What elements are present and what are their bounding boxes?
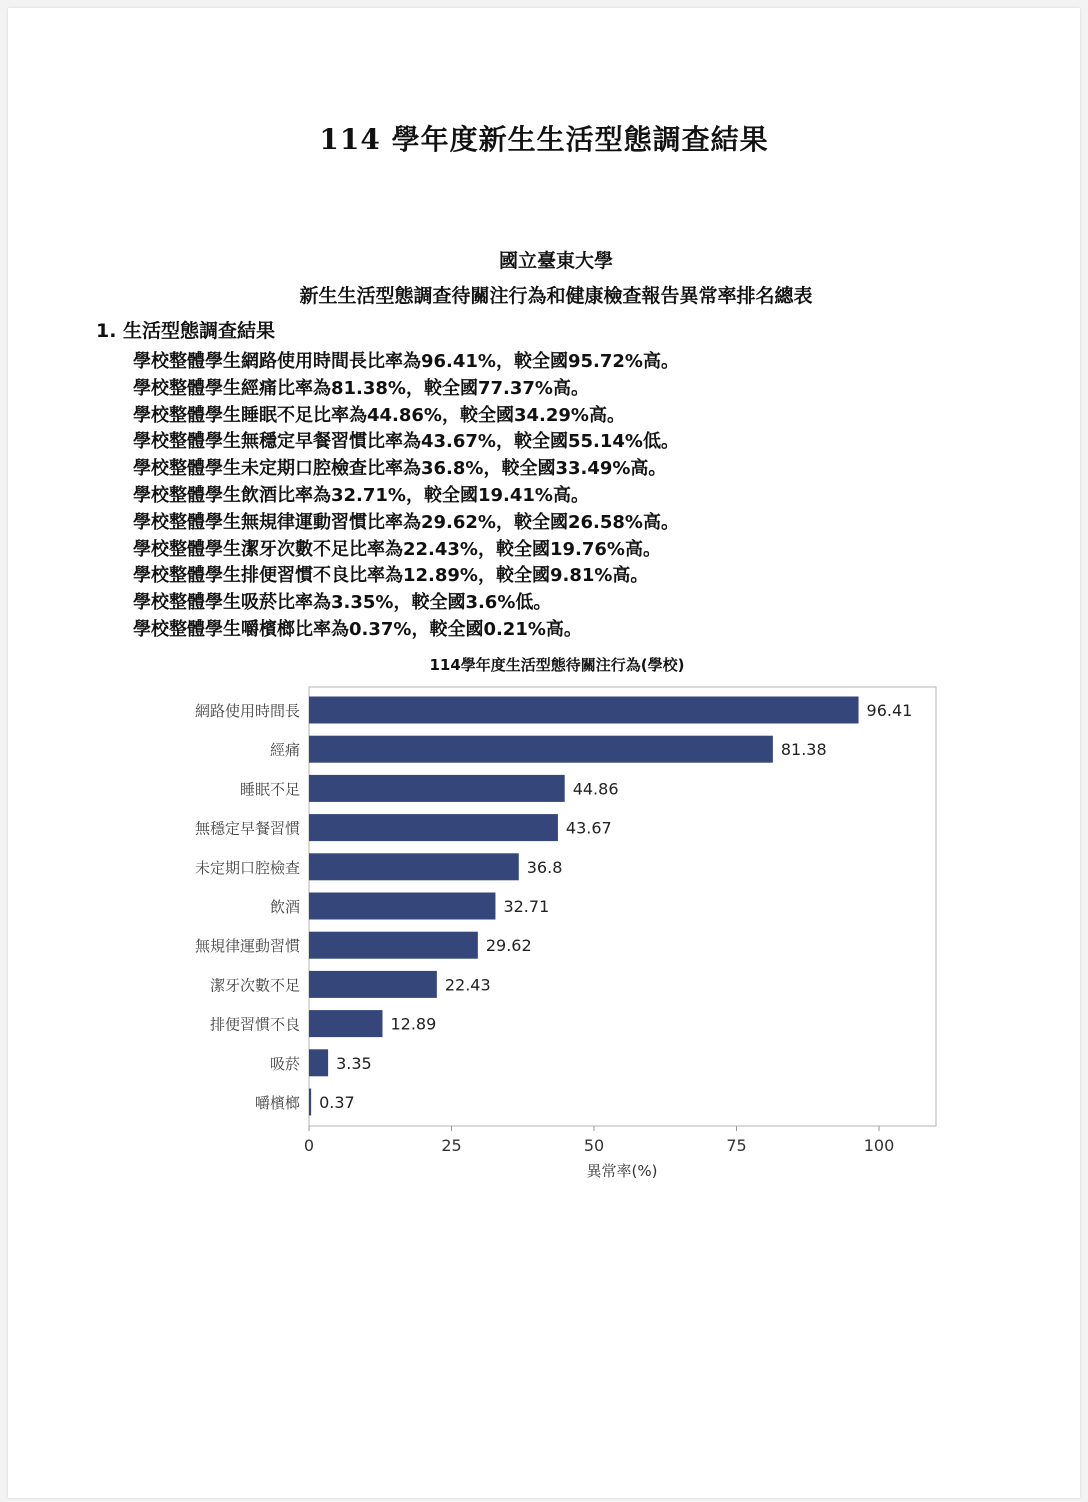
category-label: 睡眠不足 (239, 780, 300, 799)
bar (309, 932, 478, 959)
category-label: 無穩定早餐習慣 (194, 819, 300, 838)
category-label: 飲酒 (269, 898, 300, 916)
bar (309, 697, 859, 724)
bar (309, 893, 495, 920)
finding-item: 學校整體學生網路使用時間長比率為96.41%，較全國95.72%高。 (133, 351, 679, 372)
finding-item: 學校整體學生吸菸比率為3.35%，較全國3.6%低。 (133, 592, 552, 614)
bar-value-label: 96.41 (866, 701, 913, 720)
bar (309, 775, 565, 802)
bar (309, 1010, 382, 1037)
category-label: 嚼檳榔 (254, 1094, 300, 1112)
bar (309, 736, 773, 763)
category-label: 無規律運動習慣 (194, 937, 300, 956)
x-tick-label: 100 (863, 1136, 895, 1155)
bar-value-label: 12.89 (390, 1014, 437, 1034)
category-label: 潔牙次數不足 (209, 976, 300, 995)
category-label: 未定期口腔檢查 (194, 858, 300, 877)
bar (309, 1049, 328, 1076)
bar (309, 971, 437, 998)
document-title: 114 學年度新生生活型態調查結果 (319, 123, 769, 156)
category-label: 網路使用時間長 (194, 702, 300, 720)
finding-item: 學校整體學生排便習慣不良比率為12.89%，較全國9.81%高。 (133, 565, 649, 587)
bar-value-label: 32.71 (503, 897, 550, 916)
section-heading: 1. 生活型態調查結果 (96, 320, 276, 342)
bar (309, 814, 558, 841)
bar (309, 853, 519, 880)
report-title: 新生生活型態調查待關注行為和健康檢查報告異常率排名總表 (299, 285, 813, 307)
chart-title: 114學年度生活型態待關注行為(學校) (429, 656, 685, 674)
finding-item: 學校整體學生無規律運動習慣比率為29.62%，較全國26.58%高。 (133, 511, 679, 533)
x-axis (304, 1126, 936, 1155)
finding-item: 學校整體學生飲酒比率為32.71%，較全國19.41%高。 (133, 484, 589, 506)
category-label: 經痛 (269, 741, 300, 760)
category-label: 排便習慣不良 (209, 1015, 300, 1034)
bar-value-label: 36.8 (526, 857, 563, 877)
finding-item: 學校整體學生未定期口腔檢查比率為36.8%，較全國33.49%高。 (133, 458, 667, 480)
finding-item: 學校整體學生無穩定早餐習慣比率為43.67%，較全國55.14%低。 (133, 431, 679, 453)
bar-value-label: 29.62 (485, 936, 532, 956)
x-tick-label: 50 (583, 1136, 605, 1155)
finding-item: 學校整體學生嚼檳榔比率為0.37%，較全國0.21%高。 (133, 618, 582, 640)
bar (309, 1089, 311, 1116)
x-axis-label: 異常率(%) (586, 1162, 658, 1180)
x-tick-label: 0 (303, 1136, 315, 1155)
bar-value-label: 0.37 (319, 1093, 355, 1112)
category-label: 吸菸 (269, 1054, 300, 1073)
finding-item: 學校整體學生經痛比率為81.38%，較全國77.37%高。 (133, 377, 589, 399)
bar-value-label: 44.86 (572, 779, 619, 799)
bar-value-label: 22.43 (444, 975, 491, 995)
bar-value-label: 3.35 (336, 1053, 372, 1073)
finding-item: 學校整體學生睡眠不足比率為44.86%，較全國34.29%高。 (133, 404, 625, 426)
bar-value-label: 43.67 (565, 818, 612, 838)
school-name: 國立臺東大學 (498, 250, 613, 272)
x-tick-label: 75 (726, 1136, 747, 1155)
bars-layer (195, 697, 912, 1116)
finding-item: 學校整體學生潔牙次數不足比率為22.43%，較全國19.76%高。 (133, 538, 661, 560)
x-tick-label: 25 (441, 1136, 462, 1155)
bar-value-label: 81.38 (780, 740, 827, 760)
